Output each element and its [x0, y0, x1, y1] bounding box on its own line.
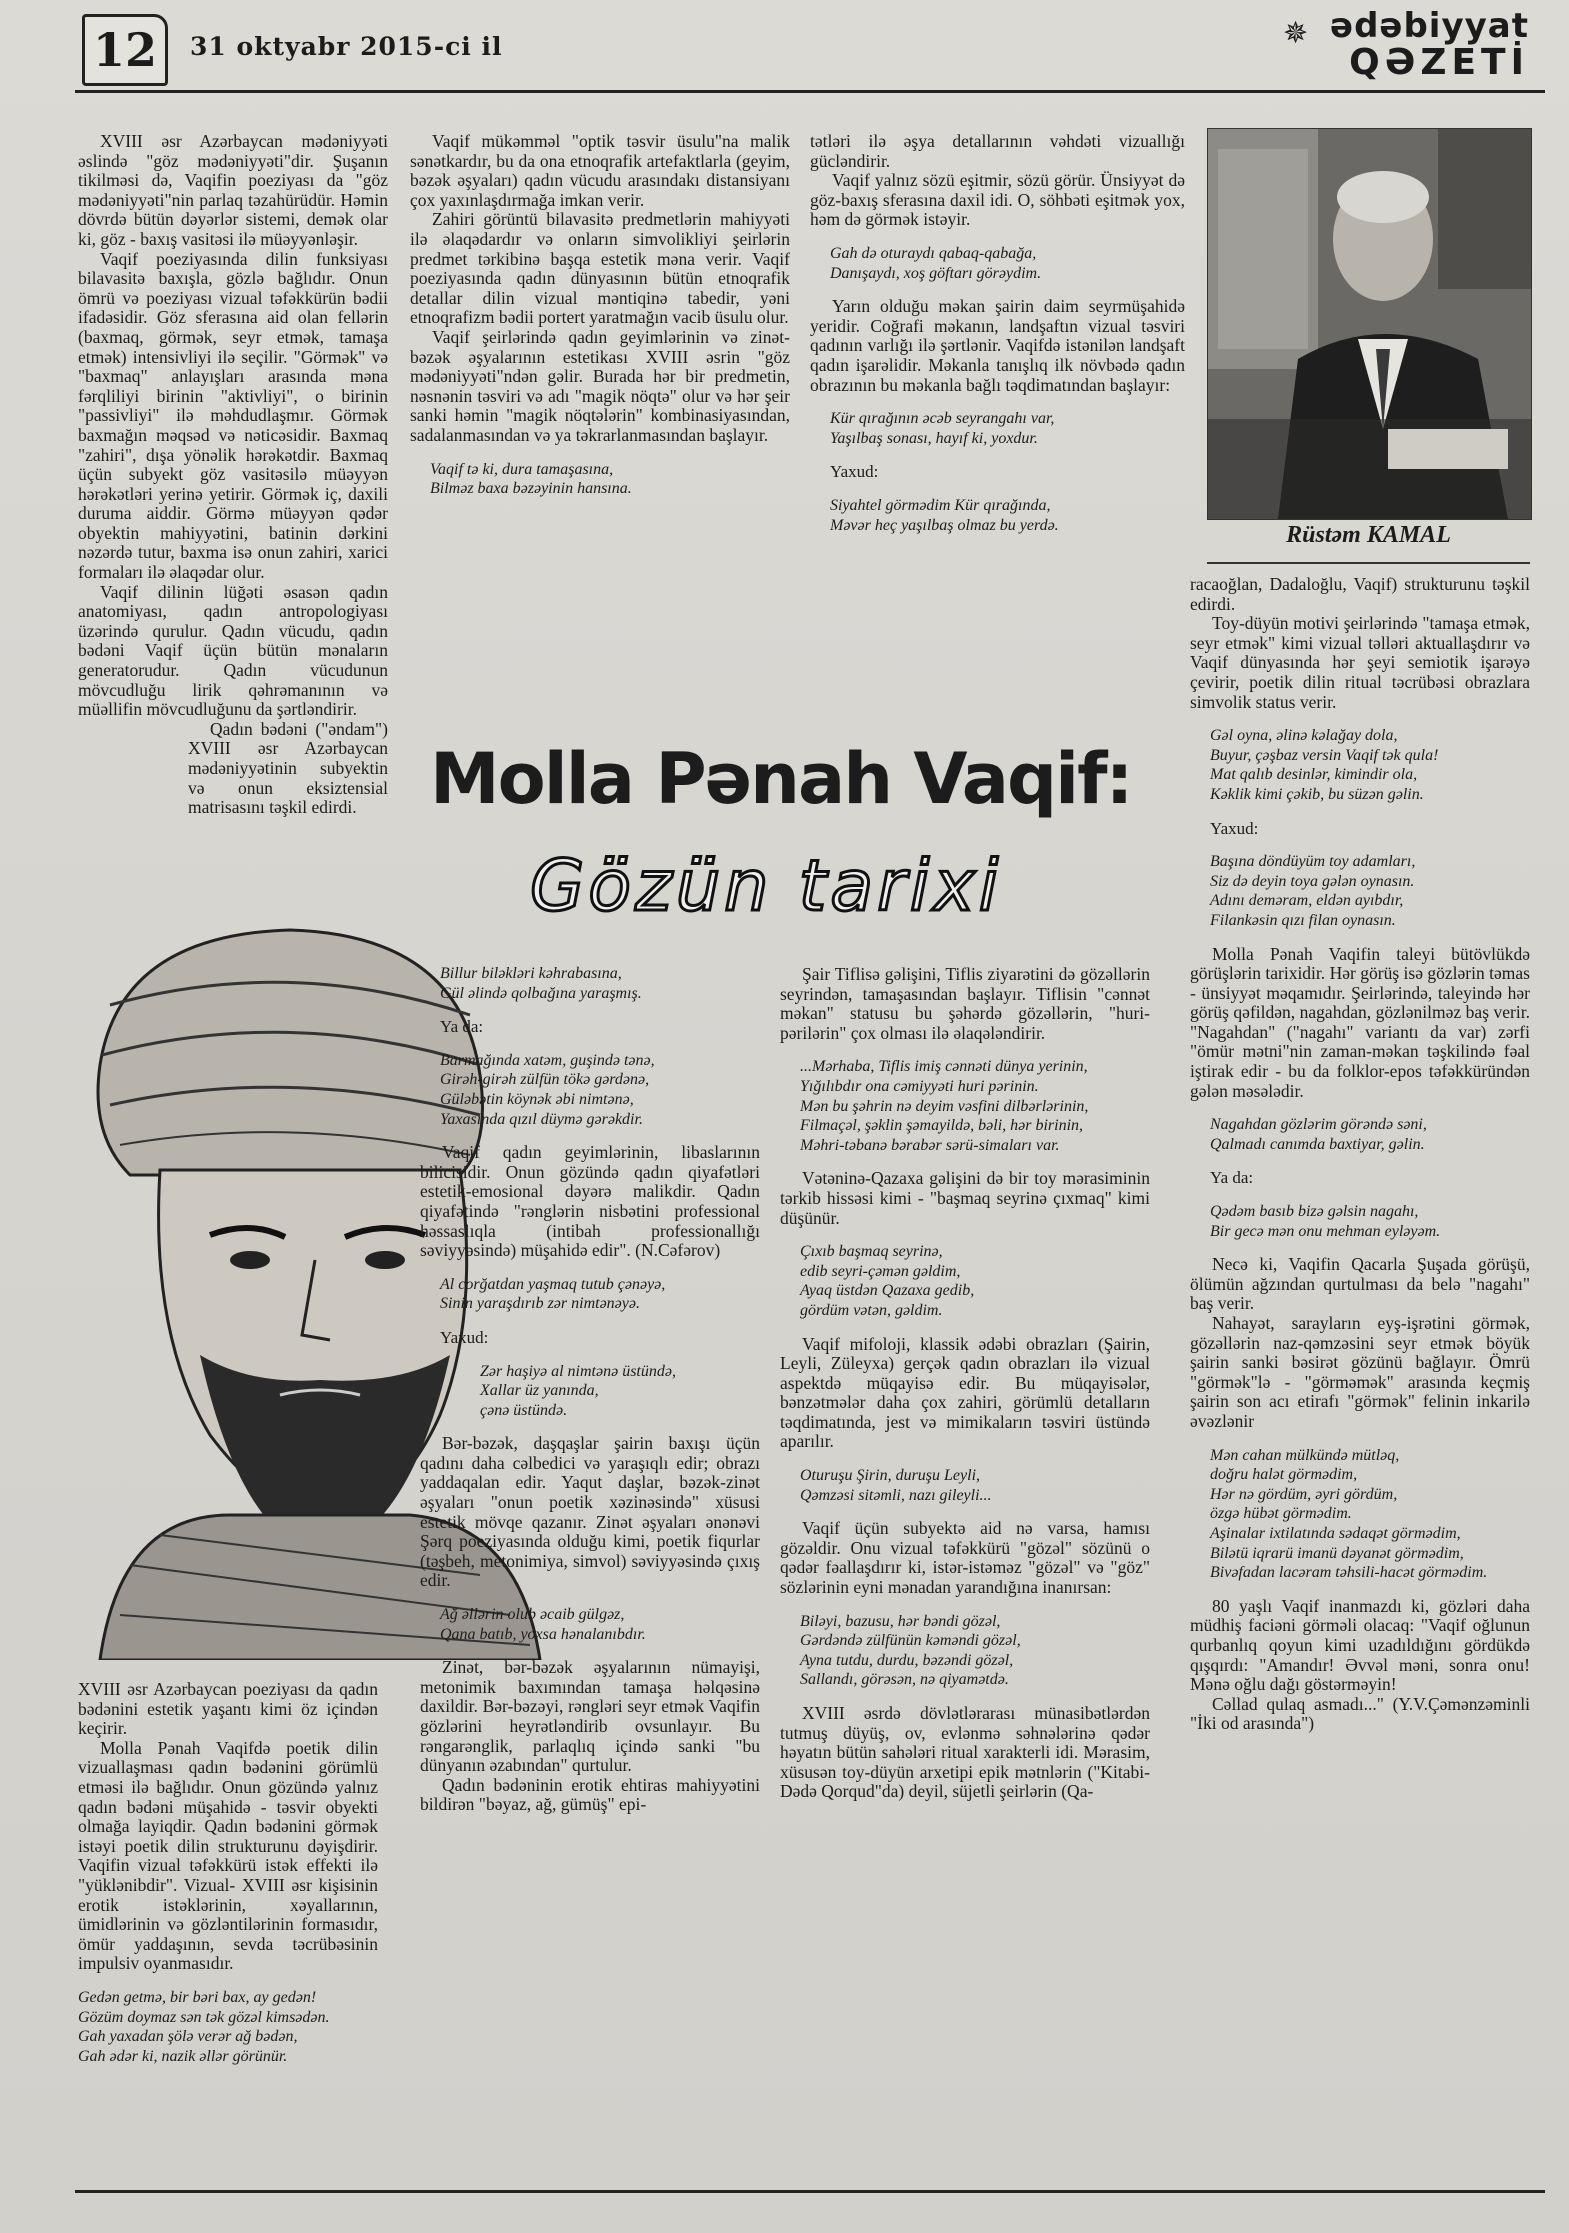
verse [800, 1242, 1150, 1320]
verse-line: Gah ədər ki, nazik əllər görünür. [78, 2047, 288, 2065]
verse-line: Sallandı, görəsən, nə qiyamətdə. [800, 1671, 1009, 1689]
verse [1210, 852, 1530, 930]
verse [800, 1466, 1150, 1505]
verse-line: Qalmadı canımda baxtiyar, gəlin. [1210, 1135, 1425, 1153]
paragraph: Nahayət, sarayların eyş-işrətini görmək, gözəllərin naz-qəmzəsini seyr etmək böyük şairin sanki bəsirət gözünü bağlayır. Ömrü "görmək"lə - "görməmək" arasında keçmiş şairin son acı etirafı "görmək" felinin inkarilə əvəzlənir [1190, 1313, 1530, 1431]
paragraph: Qadın bədəni ("əndam") XVIII əsr Azərbaycan mədəniyyətinin subyektin və onun eksiztensial matrisasını təşkil edirdi. [188, 718, 388, 818]
verse-line: Adını deməram, eldən ayıbdır, [1210, 892, 1404, 910]
paragraph: Necə ki, Vaqifin Qacarla Şuşada görüşü, ölümün ağzından qurtulması da belə "nagahı" baş verir. [1190, 1254, 1530, 1314]
yada-label: Ya da: [1210, 1168, 1254, 1188]
verse-line: ...Mərhaba, Tiflis imiş cənnəti dünya yerinin, [800, 1058, 1088, 1076]
verse-line: Ayaq üstdən Qazaxa gedib, [800, 1282, 975, 1300]
paragraph: Cəllad qulaq asmadı..." (Y.V.Çəmənzəminli "İki od arasında") [1190, 1693, 1530, 1734]
page-number-box [82, 14, 168, 86]
verse [78, 1988, 378, 2066]
verse-line: Yaşılbaş sonası, hayıf ki, yoxdur. [830, 429, 1038, 447]
verse-line: Bir gecə mən onu mehman eyləyəm. [1210, 1222, 1441, 1240]
verse-line: Xallar üz yanında, [480, 1382, 599, 1400]
verse-line: Başına döndüyüm toy adamları, [1210, 853, 1416, 871]
verse-line: Gah yaxadan şölə verər ağ bədən, [78, 2028, 298, 2046]
verse-line: Kür qırağının əcəb seyrangahı var, [830, 410, 1055, 428]
article-subtitle: Gözün tarixi [530, 845, 1003, 927]
page-header [0, 0, 1569, 95]
paragraph: Toy-düyün motivi şeirlərində "tamaşa etmək, seyr etmək" kimi vizual təlləri aktuallaşdırır və Vaqif dünyasında hər şeyi semiotik işarəyə çevirir, poetik dilin ritual təcrübəsi obrazlara simvolik status verir. [1190, 613, 1530, 712]
paragraph: Vaqif mükəmməl "optik təsvir üsulu"na malik sənətkardır, bu da ona etnoqrafik artefaktlarla (geyim, bəzək əşyaları) qadın vücudu arasındakı distansiyanı çox yaxınlaşdırmağa imkan verir. [410, 131, 790, 210]
verse-line: Filankəsin qızı filan oynasın. [1210, 911, 1396, 929]
verse-line: Çıxıb başmaq seyrinə, [800, 1243, 943, 1261]
newspaper-logo [1269, 6, 1529, 86]
verse-line: Məhri-təbanə bərabər sərü-simaları var. [800, 1136, 1060, 1154]
verse-line: Güləbətin köynək əbi nimtənə, [440, 1090, 634, 1108]
verse-line: Ayna tutdu, durdu, bəzəndi gözəl, [800, 1651, 1014, 1669]
verse-line: Buyur, çəşbaz versin Vaqif tək qula! [1210, 746, 1439, 764]
column-1-bottom [78, 1680, 378, 2080]
paragraph: Yarın olduğu məkan şairin daim seyrmüşahidə yeridir. Coğrafi məkanın, landşaftın vizual təsviri qadının varlığı ilə şərtlənir. Vaqifdə istənilən landşaft qadın işarəlidir. Məkanla tanışlıq ilk növbədə qadın obrazının bu məkanla bağlı təqdimatından başlayır: [810, 296, 1185, 395]
yada-label: Ya da: [440, 1017, 484, 1037]
verse-line: Barmağında xatəm, guşində tənə, [440, 1051, 655, 1069]
verse-line: Siyahtel görmədim Kür qırağında, [830, 496, 1051, 514]
verse-line: Aşinalar ixtilatında sədaqət görmədim, [1210, 1524, 1461, 1542]
author-caption: Rüstəm KAMAL [1207, 522, 1530, 564]
article-title: Molla Pənah Vaqif: [430, 738, 1132, 820]
paragraph: Vaqif şeirlərində qadın geyimlərinin və zinət-bəzək əşyalarının estetikası XVIII əsrin "göz mədəniyyəti"ndən gəlir. Burada hər bir predmetin, nəsnənin təsviri və adı "magik nöqtə" olur və hər şeir sanki həmin "magik nöqtələrin" kombinasiyasından, sadalanmasından və ya təkrarlanmasından başlayır. [410, 326, 790, 445]
logo-line2: QƏZETİ [1349, 42, 1529, 83]
verse-line: Kəklik kimi çəkib, bu süzən gəlin. [1210, 785, 1424, 803]
paragraph: Şair Tiflisə gəlişini, Tiflis ziyarətini də gözəllərin seyrindən, tamaşasından başlayır. Tiflisin "cənnət məkan" statusu bu şəhərdə gözəllərin, "huri-pərilərin" çox olması ilə əlaqələndirir. [780, 964, 1150, 1043]
verse-line: Filmaçəl, şəklin şəmayildə, bəli, hər birinin, [800, 1117, 1084, 1135]
verse [1210, 1446, 1530, 1583]
verse-line: Gül əlində qolbağına yaraşmış. [440, 984, 642, 1002]
paragraph: Vaqif mifoloji, klassik ədəbi obrazları (Şairin, Leyli, Züleyxa) gerçək qadın obrazları ilə vizual aspektdə müqayisə edir. Bu müqayisələr, bənzətmələr daha çox zahiri, görümlü detalların təqdimatında, jest və mimikaların təsviri üstündə aparılır. [780, 1333, 1150, 1452]
verse [440, 1605, 760, 1644]
verse [1210, 1202, 1530, 1241]
verse-line: Gözüm doymaz sən tək gözəl kimsədən. [78, 2008, 330, 2026]
yaxud-label: Yaxud: [440, 1327, 489, 1347]
verse-line: Sinin yaraşdırıb zər nimtənəyə. [440, 1295, 640, 1313]
verse-line: Qana batıb, yoxsa hənalanıbdır. [440, 1625, 646, 1643]
column-1-top [78, 132, 388, 818]
verse-line: özgə hübət görmədim. [1210, 1505, 1352, 1523]
author-photo-icon [1208, 129, 1531, 519]
verse-line: Gah də oturaydı qabaq-qabağa, [830, 244, 1037, 262]
verse-line: Mat qalıb desinlər, kimindir ola, [1210, 766, 1418, 784]
paragraph: Zahiri görüntü bilavasitə predmetlərin mahiyyəti ilə əlaqədardır və onların simvolikliyi şeirlərin predmet tərkibinə başqa estetik məna verir. Vaqif poeziyasında qadın dünyasının bütün etnoqrafik detallar dilin vizual məntiqinə tabedir, yəni etnoqrafizm bədii portert yaratmağın vacib üsulu olur. [410, 209, 790, 328]
paragraph: Vaqif qadın geyimlərinin, libaslarının bilicisidir. Onun gözündə qadın qiyafətləri estetik-emosional dəyərə malikdir. Qadın qiyafətində "rənglərin nisbətini professional həssaslıqla (intibah professionallığı səviyyəsində) müşahidə edir". (N.Cəfərov) [420, 1142, 760, 1261]
verse-line: Gəl oyna, əlinə kəlağay dola, [1210, 727, 1398, 745]
verse-line: Al corğatdan yaşmaq tutub çənəyə, [440, 1275, 666, 1293]
column-2-top [410, 132, 790, 513]
paragraph: Vaqif yalnız sözü eşitmir, sözü görür. Ünsiyyət də göz-baxış sferasına daxil idi. O, söhbəti eşitmək yox, həm də görmək istəyir. [810, 170, 1185, 230]
paragraph: Vətəninə-Qazaxa gəlişini də bir toy mərasiminin tərkib hissəsi kimi - "başmaq seyrinə çıxmaq" kimi düşünür. [780, 1168, 1150, 1228]
verse-line: Hər nə gördüm, əyri gördüm, [1210, 1485, 1398, 1503]
verse [440, 964, 760, 1003]
verse-line: Vaqif tə ki, dura tamaşasına, [430, 460, 614, 478]
paragraph: Vaqif poeziyasında dilin funksiyası bilavasitə baxışla, gözlə bağlıdır. Onun ömrü və poeziyası vizual təfəkkürün bədii ifadəsidir. Göz sferasına aid olan fellərin (baxmaq, görmək, seyr etmək, tamaşa etmək) intensivliyi ilə seçilir. "Görmək" və "baxmaq" anlayışları arasında məna fərqliliyi birinin "aktivliyi", o birinin "passivliyi" ilə məhdudlaşmır. Görmək baxmağın məqsəd və nəticəsidir. Baxmaq "zahiri", dışa yönəlik hərəkətdir. Baxmaq üçün subyekt göz vasitəsilə müəyyən hərəkətləri yerinə yetirir. Görmək iç, daxili duruma aiddir. Görmə müəyyən qədər obyektin mahiyyətini, batinin dərkini nəzərdə tutur, baxma isə onun zahiri, xarici formaları ilə əlaqədar olur. [78, 248, 388, 583]
verse-line: Qəmzəsi sitəmli, nazı gileyli... [800, 1486, 992, 1504]
verse [430, 460, 790, 499]
paragraph: racaoğlan, Dadaloğlu, Vaqif) strukturunu təşkil edirdi. [1190, 574, 1530, 614]
paragraph: XVIII əsrdə dövlətlərarası münasibətlərdən tutmuş düyüş, ov, evlənmə səhnələrinə qədər həyatın bütün sahələri ritual xarakterli idi. Mərasim, xüsusən toy-düyün arxetipi epik mətnlərin ("Kitabi-Dədə Qorqud"da) deyil, süjetli şeirlərin (Qa- [780, 1703, 1150, 1802]
verse [1210, 726, 1530, 804]
verse-line: Siz də deyin toya gələn oynasın. [1210, 872, 1415, 890]
verse-line: Girəh-girəh zülfün tökə gərdənə, [440, 1071, 650, 1089]
yaxud-label: Yaxud: [1210, 818, 1259, 838]
column-center-right [780, 965, 1150, 1802]
paragraph: Vaqif üçün subyektə aid nə varsa, hamısı gözəldir. Onu vizual təfəkkürü "gözəl" sözünü o qədər fəallaşdırır ki, istər-istəməz "gözəl" və "göz" sözlərinin eyni mənadan yarandığına inanırsan: [780, 1518, 1150, 1598]
verse-line: Gedən getmə, bir bəri bax, ay gedən! [78, 1988, 317, 2006]
verse-line: Yaxasında qızıl düymə gərəkdir. [440, 1110, 643, 1128]
verse [480, 1362, 760, 1421]
verse-line: çənə üstündə. [480, 1401, 568, 1419]
verse-line: Gərdəndə zülfünün kəməndi gözəl, [800, 1632, 1021, 1650]
verse-line: Danışaydı, xoş göftarı görəydim. [830, 264, 1042, 282]
header-rule [75, 90, 1545, 93]
verse-line: Billur biləkləri kəhrabasına, [440, 965, 622, 982]
verse [800, 1612, 1150, 1690]
column-4 [1190, 575, 1530, 1734]
verse [1210, 1115, 1530, 1154]
paragraph: Vaqif dilinin lüğəti əsasən qadın anatomiyası, qadın antropologiyası üzərində qurulur. Qadın vücudu, qadın bədəni Vaqif üçün bütün mənaların generatorudur. Qadın vücudunun mövcudluğu lirik qəhrəmanının və müəllifin mövcudluğunu da şərtləndirir. [78, 581, 388, 720]
verse-line: Bilətü iqrarü imanü dəyanət görmədim, [1210, 1544, 1464, 1562]
paragraph: Qadın bədəninin erotik ehtiras mahiyyətini bildirən "bəyaz, ağ, gümüş" epi- [420, 1774, 760, 1815]
paragraph: Zinət, bər-bəzək əşyalarının nümayişi, metonimik baxımından tamaşa həlqəsinə daxildir. Bər-bəzəyi, rəngləri seyr etmək Vaqifin gözlərini heyrətləndirib ovsunlayır. Bu rəngarənglik, parlaqlıq içində sanki "bu dünyanın əzabından" qurtulur. [420, 1657, 760, 1776]
author-photo [1207, 128, 1532, 520]
verse [830, 496, 1185, 535]
verse-line: Bilməz baxa bəzəyinin hansına. [430, 480, 632, 498]
verse [830, 244, 1185, 283]
verse-line: Oturuşu Şirin, duruşu Leyli, [800, 1467, 981, 1485]
verse [800, 1057, 1150, 1155]
column-center-left [420, 950, 760, 1815]
verse-line: Qədəm basıb bizə gəlsin nagahı, [1210, 1203, 1419, 1221]
verse-line: Nagahdan gözlərim görəndə səni, [1210, 1116, 1427, 1134]
yaxud-label: Yaxud: [830, 462, 879, 482]
paragraph: tətləri ilə əşya detallarının vəhdəti vizuallığı gücləndirir. [810, 131, 1185, 171]
paragraph: XVIII əsr Azərbaycan poeziyası da qadın bədənini estetik yaşantı kimi öz içindən keçirir. [78, 1679, 378, 1739]
verse-line: gördüm vətən, gəldim. [800, 1301, 943, 1319]
footer-rule [75, 2190, 1545, 2193]
page-number: 12 [92, 23, 157, 77]
verse-line: Bivəfadan lacəram təhsili-hacət görmədim. [1210, 1564, 1488, 1582]
verse [440, 1275, 760, 1314]
compass-star-icon: ✵ [1283, 17, 1309, 50]
verse-line: Mən bu şəhrin nə deyim vəsfini dilbərlərinin, [800, 1097, 1089, 1115]
paragraph: Molla Pənah Vaqifdə poetik dilin vizuallaşması qadın bədənini görümlü etməsi ilə bağlıdır. Onun gözündə yalnız qadın bədəni müşahidə - təsvir obyekti olmağa layiqdir. Qadın bədənini görmək istəyi poetik dilin strukturunu dəyişdirir. Vaqifin vizual təfəkkürü istək effekti ilə "yüklənibdir". Vizual- XVIII əsr kişisinin erotik istəklərinin, xəyallarının, ümidlərinin və gözləntilərinin formasıdır, ömür yaddaşının, sevda təcrübəsinin impulsiv oyanmasıdır. [78, 1737, 378, 1974]
verse-line: Mən cahan mülkündə mütləq, [1210, 1446, 1400, 1464]
paragraph: Molla Pənah Vaqifin taleyi bütövlükdə görüşlərin tarixidir. Hər görüş isə gözlərin təmas - ünsiyyət məqamıdır. Şeirlərində, taleyində hər görüş qəfildən, nagahdan, gözlənilməz baş verir. "Nagahdan" ("nagahı" variantı da var) zərfi "ömür mətni"nin zaman-məkan təşkilində fəal iştirak edir - bu da folklor-epos təfəkküründən gələn məsələdir. [1190, 943, 1530, 1101]
verse [440, 1051, 760, 1129]
verse-line: doğru halət görmədim, [1210, 1466, 1358, 1484]
verse-line: Ağ əllərin olub əcaib gülgəz, [440, 1606, 625, 1624]
logo-line1: ədəbiyyat [1330, 6, 1529, 46]
verse-line: Yığılıbdır ona cəmiyyəti huri pərinin. [800, 1077, 1039, 1095]
verse-line: Məvər heç yaşılbaş olmaz bu yerdə. [830, 516, 1059, 534]
paragraph: 80 yaşlı Vaqif inanmazdı ki, gözləri daha müdhiş faciəni görməli olacaq: "Vaqif oğlunun qurbanlıq qoyun kimi uzadıldığını gördükdə qışqırdı: "Amandır! Əvvəl məni, sonra onu! Mənə oğlu dağı göstərməyin! [1190, 1595, 1530, 1695]
column-3-top [810, 132, 1185, 549]
issue-date: 31 oktyabr 2015-ci il [190, 32, 503, 61]
verse-line: Biləyi, bazusu, hər bəndi gözəl, [800, 1612, 1001, 1630]
verse [830, 409, 1185, 448]
paragraph: Bər-bəzək, daşqaşlar şairin baxışı üçün qadını daha cəlbedici və yaraşıqlı edir; obrazı yaddaqalan edir. Yaqut daşlar, bəzək-zinət əşyaları "onun poetik xəzinəsində" xüsusi estetik mövqe qazanır. Zinət əşyaları ənənəvi Şərq poeziyasında olduğu kimi, poetik fiqurlar (təşbeh, metonimiya, simvol) səviyyəsində çıxış edir. [420, 1433, 760, 1591]
verse-line: Zər haşiyə al nimtənə üstündə, [480, 1362, 676, 1380]
paragraph: XVIII əsr Azərbaycan mədəniyyəti əslində "göz mədəniyyəti"dir. Şuşanın tikilməsi də, Vaqifin poeziyası da "göz mədəniyyəti"nin parlaq təzahürüdür. Həmin dövrdə bütün dəyərlər sistemi, demək olar ki, göz - baxış vasitəsi ilə müəyyənləşir. [78, 131, 388, 249]
verse-line: edib seyri-çəmən gəldim, [800, 1262, 961, 1280]
